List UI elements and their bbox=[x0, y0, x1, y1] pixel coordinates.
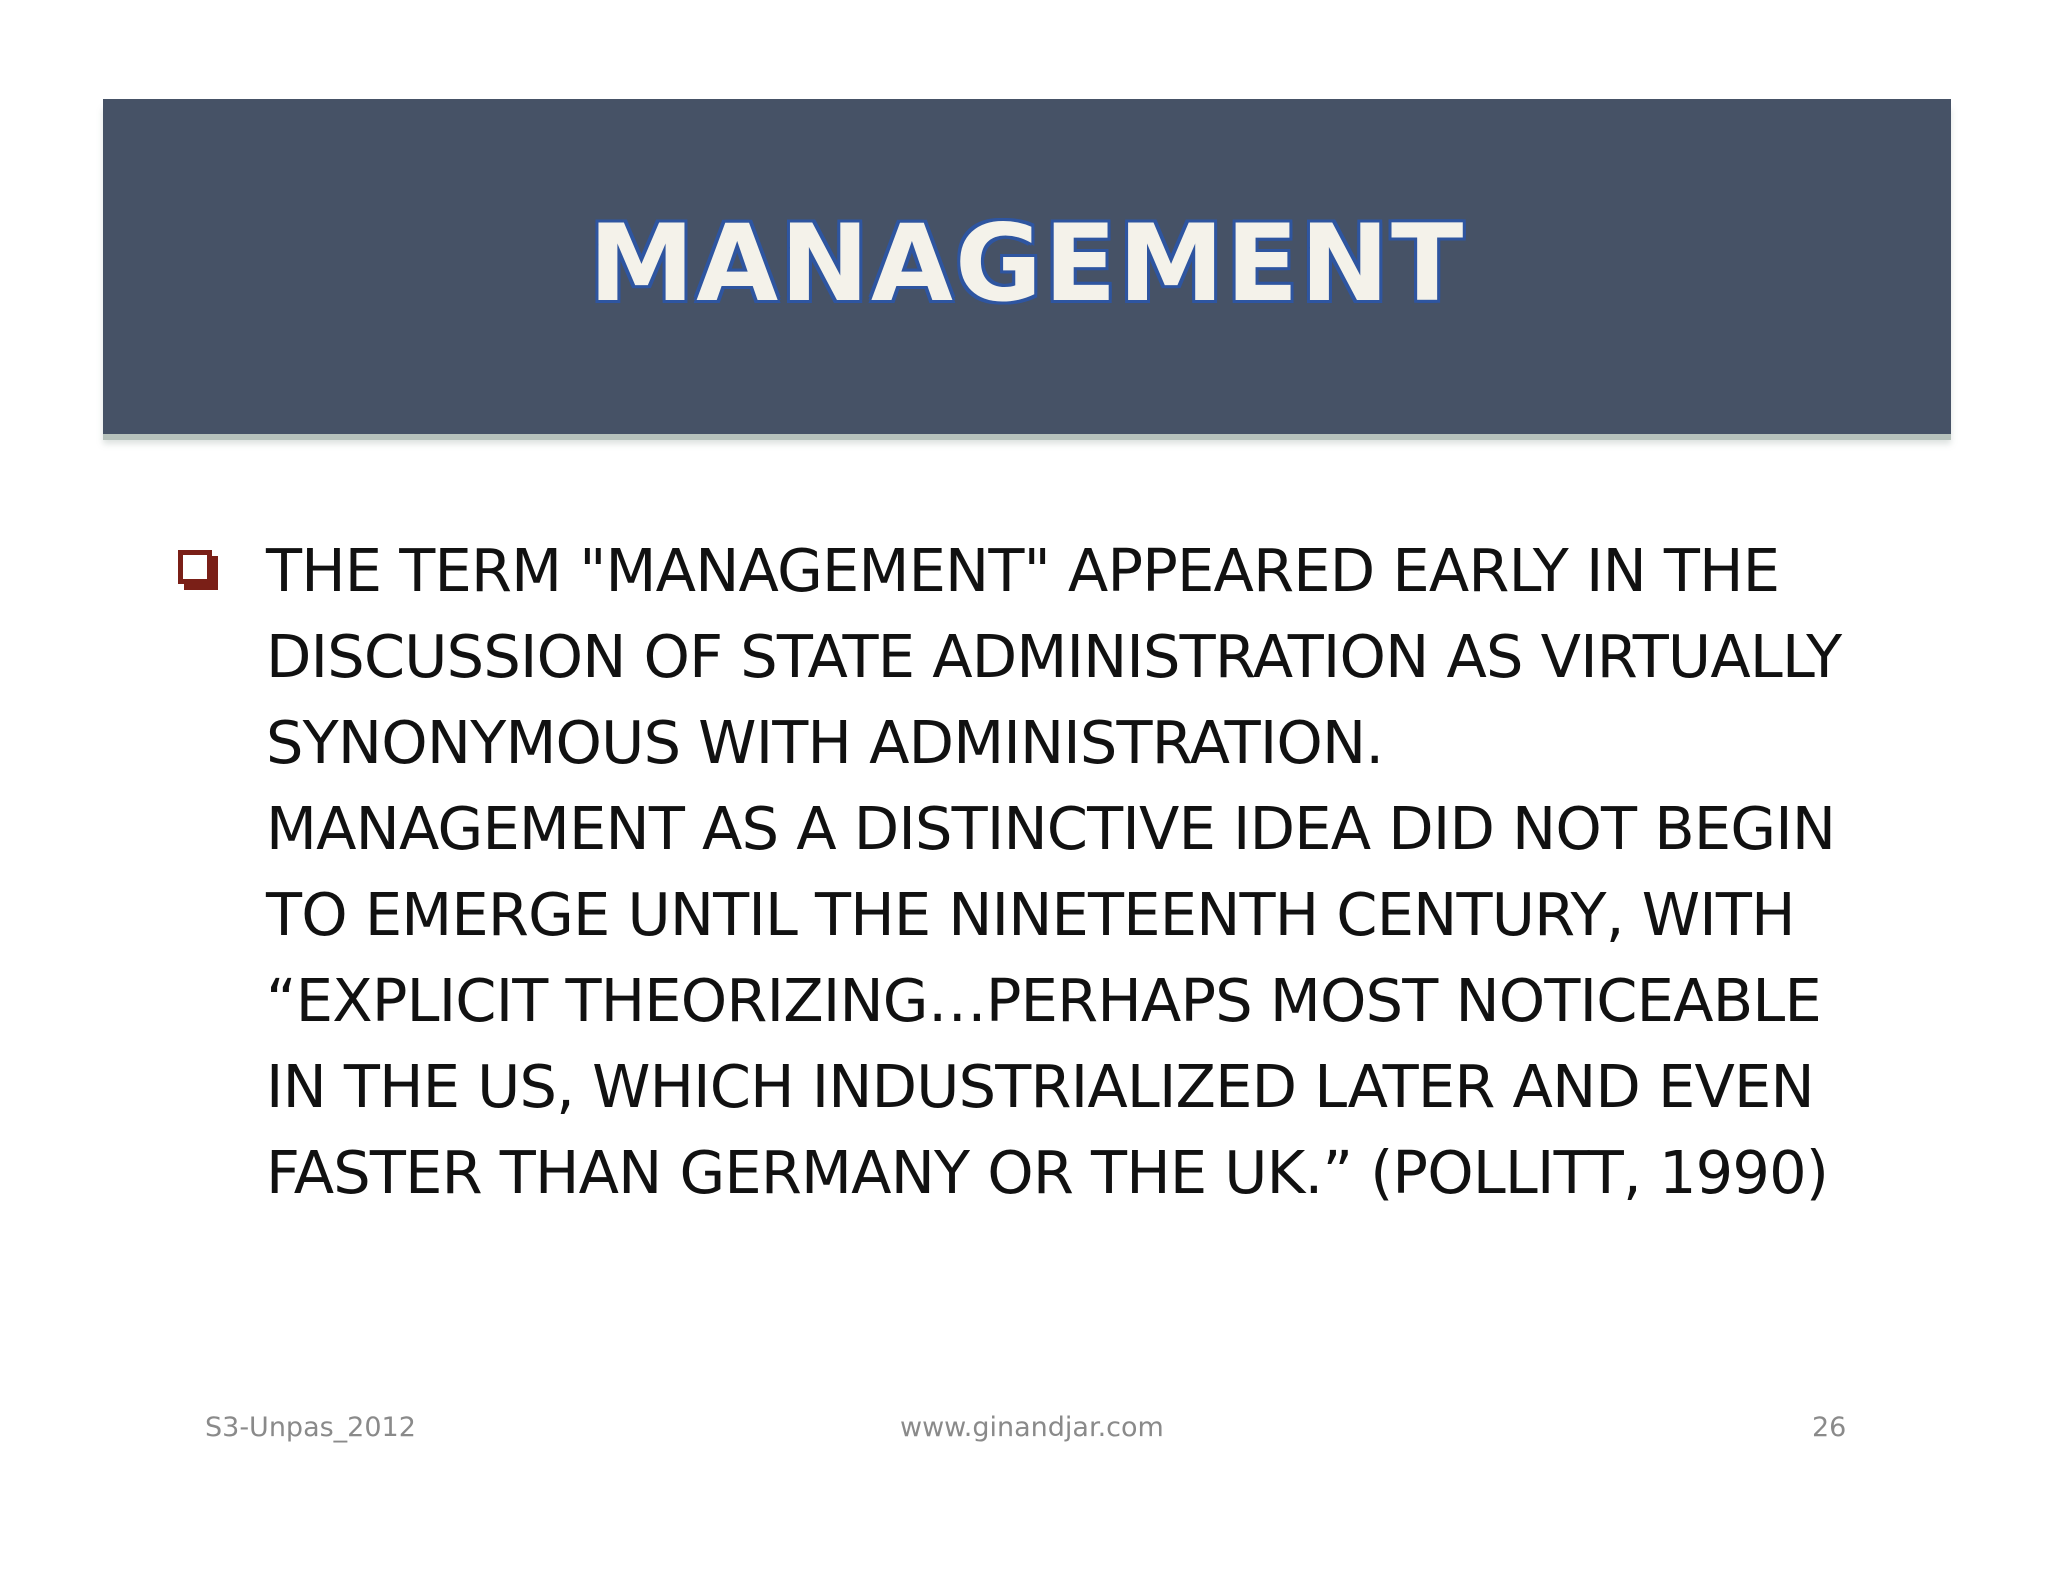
slide-content bbox=[178, 528, 1918, 1216]
bullet-line: FASTER THAN GERMANY OR THE UK.” (POLLITT, 1990) bbox=[266, 1138, 1829, 1207]
bullet-text bbox=[266, 528, 1886, 1216]
bullet-square-shape bbox=[178, 550, 212, 584]
title-band bbox=[103, 99, 1951, 434]
bullet-line: “EXPLICIT THEORIZING…PERHAPS MOST NOTICEABLE bbox=[266, 966, 1821, 1035]
hollow-square-bullet-icon bbox=[178, 550, 222, 594]
bullet-line: TO EMERGE UNTIL THE NINETEENTH CENTURY, WITH bbox=[266, 880, 1795, 949]
bullet-line: SYNONYMOUS WITH ADMINISTRATION. bbox=[266, 708, 1384, 777]
bullet-line: THE TERM "MANAGEMENT" APPEARED EARLY IN THE bbox=[266, 536, 1780, 605]
bullet-line: MANAGEMENT AS A DISTINCTIVE IDEA DID NOT BEGIN bbox=[266, 794, 1836, 863]
footer-website: www.ginandjar.com bbox=[900, 1412, 1164, 1443]
bullet-item bbox=[178, 528, 1918, 1216]
bullet-line: DISCUSSION OF STATE ADMINISTRATION AS VIRTUALLY bbox=[266, 622, 1842, 691]
slide-title: MANAGEMENT bbox=[588, 202, 1466, 325]
page-number: 26 bbox=[1812, 1412, 1847, 1443]
footer-left-label: S3-Unpas_2012 bbox=[205, 1412, 416, 1443]
bullet-line: IN THE US, WHICH INDUSTRIALIZED LATER AND EVEN bbox=[266, 1052, 1814, 1121]
